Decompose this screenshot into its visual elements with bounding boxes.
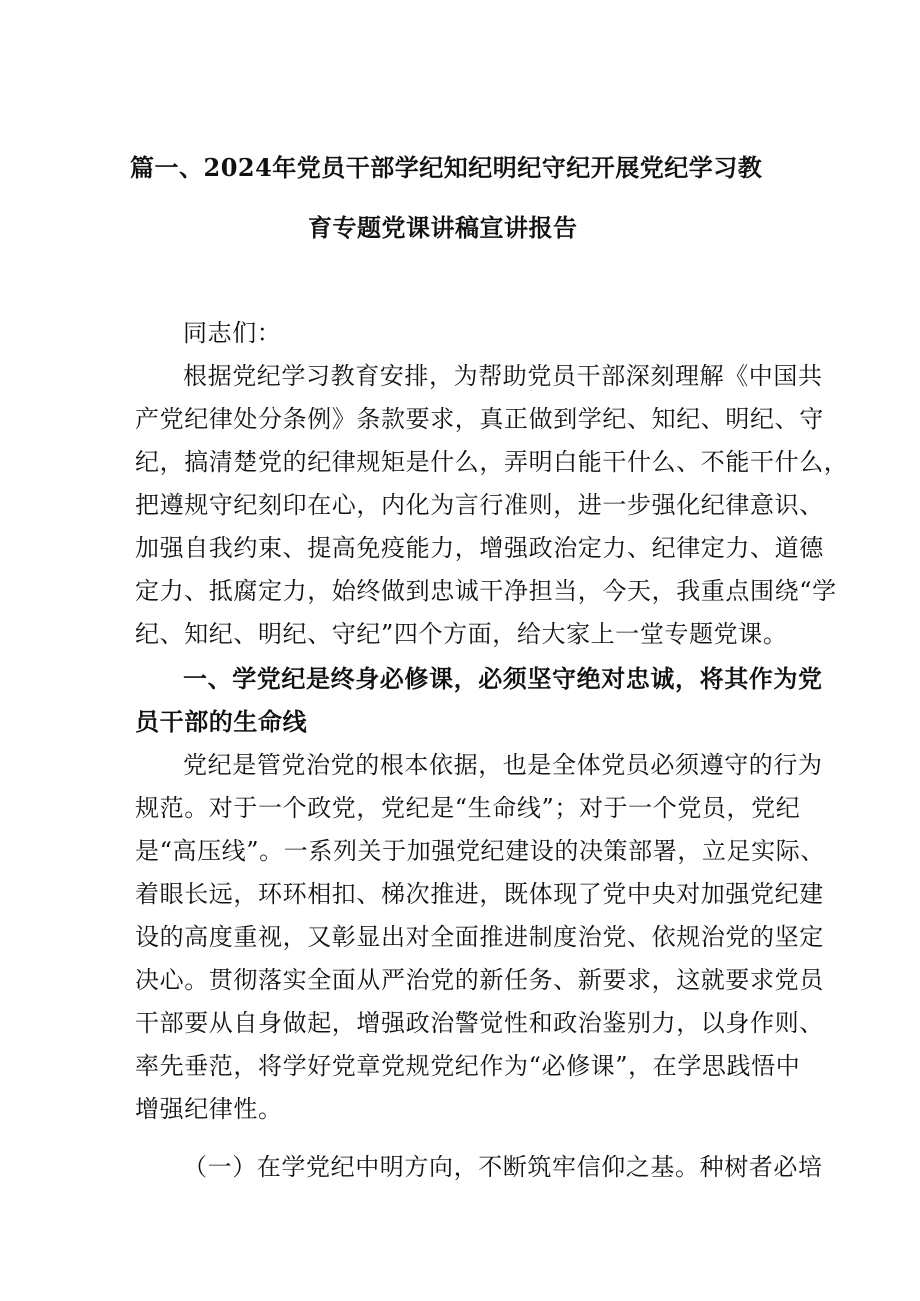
paragraph-2-line: 是“高压线”。一系列关于加强党纪建设的决策部署，立足实际、: [135, 837, 825, 865]
paragraph-2-line: 党纪是管党治党的根本依据，也是全体党员必须遵守的行为: [183, 751, 823, 779]
paragraph-1-line: 纪，搞清楚党的纪律规矩是什么，弄明白能干什么、不能干什么，: [135, 448, 849, 476]
paragraph-2-line: 着眼长远，环环相扣、梯次推进，既体现了党中央对加强党纪建: [135, 880, 824, 908]
paragraph-1-line: 根据党纪学习教育安排，为帮助党员干部深刻理解《中国共: [183, 362, 823, 390]
section-heading-line: 一、学党纪是终身必修课，必须坚守绝对忠诚，将其作为党: [183, 664, 823, 693]
document-title-line-1: 篇一、2024年党员干部学纪知纪明纪守纪开展党纪学习教: [130, 153, 763, 182]
paragraph-2-line: 干部要从自身做起，增强政治警觉性和政治鉴别力，以身作则、: [135, 1009, 824, 1037]
paragraph-2-line: 规范。对于一个政党，党纪是“生命线”；对于一个党员，党纪: [135, 794, 801, 822]
paragraph-2-line: 决心。贯彻落实全面从严治党的新任务、新要求，这就要求党员: [135, 966, 824, 994]
document-title-line-2: 育专题党课讲稿宣讲报告: [308, 213, 578, 242]
paragraph-1-line: 产党纪律处分条例》条款要求，真正做到学纪、知纪、明纪、守: [135, 405, 824, 433]
paragraph-3-line: （一）在学党纪中明方向，不断筑牢信仰之基。种树者必培: [183, 1153, 823, 1181]
paragraph-1-line: 定力、抵腐定力，始终做到忠诚干净担当，今天，我重点围绕“学: [135, 577, 837, 605]
section-heading-line: 员干部的生命线: [135, 707, 308, 736]
paragraph-2-line: 设的高度重视，又彰显出对全面推进制度治党、依规治党的坚定: [135, 923, 824, 951]
paragraph-2-line: 率先垂范，将学好党章党规党纪作为“必修课”，在学思践悟中: [135, 1052, 801, 1080]
paragraph-1-line: 把遵规守纪刻印在心，内化为言行准则，进一步强化纪律意识、: [135, 491, 824, 519]
paragraph-1-line: 纪、知纪、明纪、守纪”四个方面，给大家上一堂专题党课。: [135, 620, 788, 648]
salutation: 同志们：: [183, 319, 282, 347]
paragraph-2-line: 增强纪律性。: [135, 1095, 283, 1123]
paragraph-1-line: 加强自我约束、提高免疫能力，增强政治定力、纪律定力、道德: [135, 534, 824, 562]
